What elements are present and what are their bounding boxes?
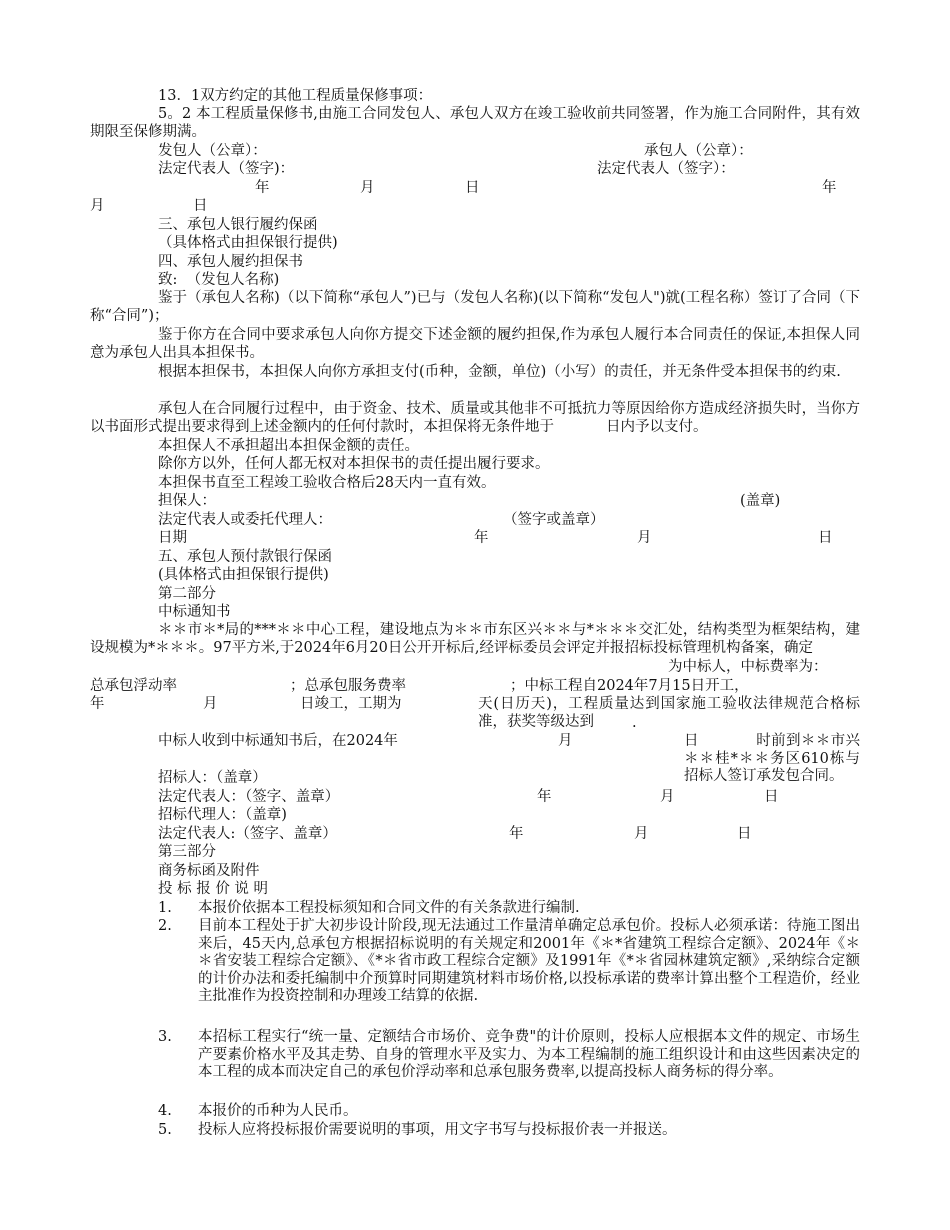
section-3-note: （具体格式由担保银行提供) <box>158 235 338 251</box>
bid-price-heading: 投 标 报 价 说 明 <box>158 881 269 897</box>
list-item: 本报价依据本工程投标须知和合同文件的有关条款进行编制. <box>198 900 580 916</box>
contract-deadline-month: 月 <box>558 733 573 749</box>
guarantee-para-6: 除你方以外，任何人都无权对本担保书的责任提出履行要求。 <box>158 456 550 472</box>
guarantor-sign-label: （签字或盖章） <box>503 512 605 528</box>
guarantee-para-7: 本担保书直至工程竣工验收合格后28天内一直有效。 <box>158 475 496 491</box>
agent-year-label: 年 <box>509 826 524 842</box>
addressee-line: 致: （发包人名称) <box>158 272 280 288</box>
award-notice-para-1: ＊＊市＊*局的***＊＊中心工程，建设地点为＊＊市东区兴＊＊与*＊＊＊交汇处，结构类型为框架结构，建设规模为*＊＊＊。97平方米,于2024年6月20日公开开标后,经评标委员会评定并报招标投标管理机构备案，确定 <box>90 622 860 656</box>
agent-rep-label: 法定代表人:（签字、盖章） <box>158 826 337 842</box>
agent-seal-label: 招标代理人：（盖章) <box>158 807 287 823</box>
guarantee-year-label: 年 <box>474 530 489 546</box>
guarantee-para-4: 承包人在合同履行过程中，由于资金、技术、质量或其他非不可抵抗力等原因给你方造成经济损失时，当你方以书面形式提出要求得到上述金额内的任何付款时，本担保将无条件地于 日内予以支付。 <box>90 401 860 435</box>
tenderer-month-label: 月 <box>660 789 675 805</box>
award-level-period: . <box>632 715 637 731</box>
end-day-label: 日竣工，工期为 <box>300 696 402 712</box>
clause-5-2-text: 5。2 本工程质量保修书,由施工合同发包人、承包人双方在竣工验收前共同签署，作为施工合同附件，其有效期限至保修期满。 <box>90 106 860 140</box>
part-3-title: 第三部分 <box>158 844 216 860</box>
guarantee-para-3: 根据本担保书，本担保人向你方承担支付(币种，金额，单位)（小写）的责任，并无条件受本担保书的约束. <box>158 364 841 380</box>
date-day-label: 日 <box>465 180 480 196</box>
employer-seal-label: 发包人（公章）： <box>158 143 267 159</box>
tenderer-year-label: 年 <box>537 789 552 805</box>
list-item: 目前本工程处于扩大初步设计阶段,现无法通过工作量清单确定总承包价。投标人必须承诺：待施工图出来后，45天内,总承包方根据招标说明的有关规定和2001年《＊*省建筑工程综合定额》、2024年《＊＊省安装工程综合定额》、《*＊省市政工程综合定额》及1991年《*＊省园林建筑定额》,采纳综合定额的计价办法和委托编制中介预算时同期建筑材料市场价格,以投标承诺的费率计算出整个工程造价，经业主批准作为投资控制和办理竣工结算的依据. <box>198 918 860 1005</box>
part-2-title: 第二部分 <box>158 586 216 602</box>
duration-quality-text: 天(日历天)，工程质量达到国家施工验收法律规范合格标准，获奖等级达到 <box>478 696 860 730</box>
list-item: 本招标工程实行“统一量、定额结合市场价、竞争费"的计价原则，投标人应根据本文件的规定、市场生产要素价格水平及其走势、自身的管理水平及实力、为本工程编制的施工组织设计和由这些因素决定的本工程的成本而决定自己的承包价浮动率和总承包服务费率,以提高投标人商务标的得分率。 <box>198 1029 860 1081</box>
list-item-number: 4. <box>158 1103 172 1119</box>
contractor-rep-label: 法定代表人（签字）： <box>597 161 735 177</box>
section-4-title: 四、承包人履约担保书 <box>158 254 303 270</box>
list-item: 本报价的币种为人民币。 <box>198 1103 358 1119</box>
guarantee-date-label: 日期 <box>158 530 187 546</box>
list-item-number: 2. <box>158 918 172 934</box>
date-day-label-2: 日 <box>193 198 208 214</box>
list-item-number: 5. <box>158 1122 172 1138</box>
service-rate-label: ；总承包服务费率 <box>290 678 406 694</box>
guarantee-para-1: 鉴于（承包人名称)（以下简称“承包人”)已与（发包人名称)(以下简称“发包人")就(工程名称）签订了合同（下称“合同”)； <box>90 290 860 324</box>
guarantor-seal-label: (盖章) <box>740 493 781 509</box>
award-notice-title: 中标通知书 <box>158 604 231 620</box>
list-item: 投标人应将投标报价需要说明的事项，用文字书写与投标报价表一并报送。 <box>198 1122 677 1138</box>
date-month-label-2: 月 <box>90 198 105 214</box>
list-item-number: 3. <box>158 1029 172 1045</box>
clause-13-1-title: 13．1双方约定的其他工程质量保修事项： <box>158 88 433 104</box>
section-5-title: 五、承包人预付款银行保函 <box>158 549 332 565</box>
date-year-label-2: 年 <box>822 180 837 196</box>
guarantee-para-5: 本担保人不承担超出本担保金额的责任。 <box>158 438 419 454</box>
guarantor-label: 担保人： <box>158 493 216 509</box>
end-month-label: 月 <box>203 696 218 712</box>
date-year-label: 年 <box>255 180 270 196</box>
date-month-label: 月 <box>360 180 375 196</box>
end-year-label: 年 <box>90 696 105 712</box>
guarantee-month-label: 月 <box>637 530 652 546</box>
tenderer-rep-label: 法定代表人：（签字、盖章） <box>158 789 340 805</box>
section-5-note: (具体格式由担保银行提供) <box>158 567 329 583</box>
float-rate-label: 总承包浮动率 <box>90 678 177 694</box>
tenderer-day-label: 日 <box>764 789 779 805</box>
guarantor-rep-label: 法定代表人或委托代理人： <box>158 512 332 528</box>
section-3-title: 三、承包人银行履约保函 <box>158 217 318 233</box>
start-date-label: ；中标工程自2024年7月15日开工， <box>510 678 749 694</box>
employer-rep-label: 法定代表人（签字)： <box>158 161 295 177</box>
list-item-number: 1. <box>158 900 172 916</box>
contractor-seal-label: 承包人（公章）： <box>644 143 753 159</box>
guarantee-para-2: 鉴于你方在合同中要求承包人向你方提交下述金额的履约担保,作为承包人履行本合同责任的保证,本担保人同意为承包人出具本担保书。 <box>90 327 860 361</box>
tenderer-seal-label: 招标人：（盖章） <box>158 770 267 786</box>
contract-deadline-text: 中标人收到中标通知书后，在2024年 <box>158 733 398 749</box>
part-3-subtitle: 商务标函及附件 <box>158 863 260 879</box>
agent-day-label: 日 <box>737 826 752 842</box>
agent-month-label: 月 <box>634 826 649 842</box>
award-notice-winner-label: 为中标人，中标费率为： <box>668 659 828 675</box>
contract-deadline-day: 日 时前到＊＊市兴＊＊桂*＊＊务区610栋与招标人签订承发包合同。 <box>684 733 860 785</box>
guarantee-day-label: 日 <box>818 530 833 546</box>
